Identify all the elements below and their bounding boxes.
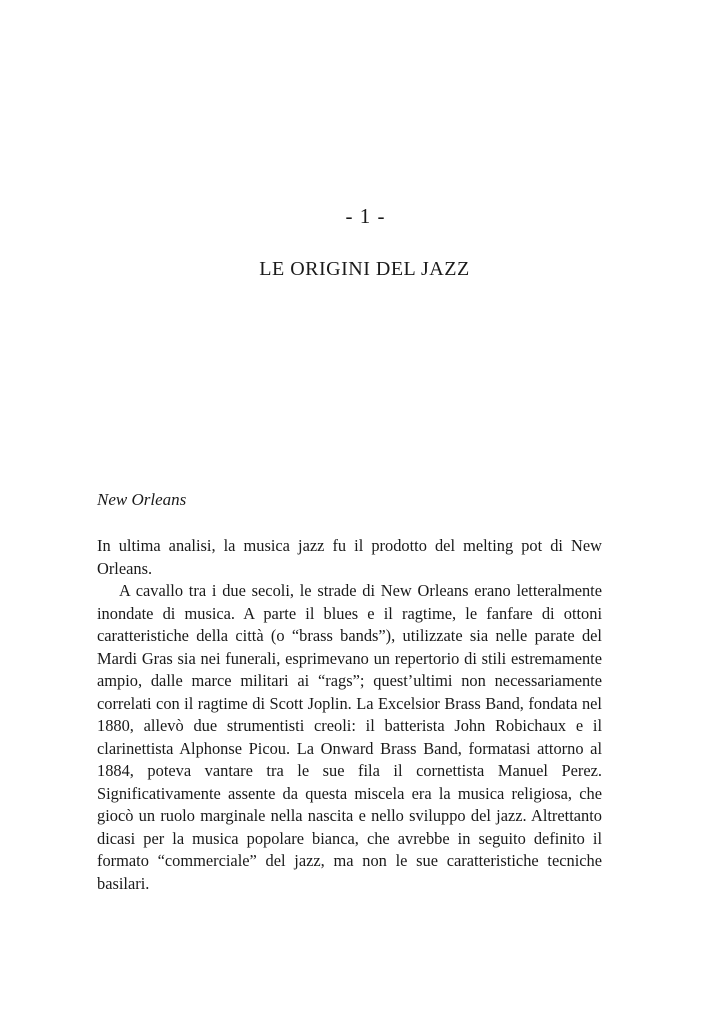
body-text: [97, 535, 602, 895]
section-heading: New Orleans: [97, 490, 187, 509]
chapter-title: LE ORIGINI DEL JAZZ: [259, 258, 470, 280]
paragraph-1: In ultima analisi, la musica jazz fu il prodotto del melting pot di New Orleans.: [97, 536, 602, 578]
chapter-number: - 1 -: [345, 204, 386, 228]
paragraph-2: A cavallo tra i due secoli, le strade di New Orleans erano letteralmente inondate di musica. A parte il blues e il ragtime, le fanfare di ottoni caratteristiche della città (o “brass bands”), utilizzate sia nelle parate del Mardi Gras sia nei funerali, esprimevano un repertorio di stili estremamente ampio, dalle marce militari ai “rags”; quest’ultimi non necessariamente correlati con il ragtime di Scott Joplin. La Excelsior Brass Band, fondata nel 1880, allevò due strumentisti creoli: il batterista John Robichaux e il clarinettista Alphonse Picou. La Onward Brass Band, formatasi attorno al 1884, poteva vantare tra le sue fila il cornettista Manuel Perez. Significativamente assente da questa miscela era la musica religiosa, che giocò un ruolo marginale nella nascita e nello sviluppo del jazz. Altrettanto dicasi per la musica popolare bianca, che avrebbe in seguito definito il formato “commerciale” del jazz, ma non le sue caratteristiche tecniche basilari.: [97, 581, 602, 893]
